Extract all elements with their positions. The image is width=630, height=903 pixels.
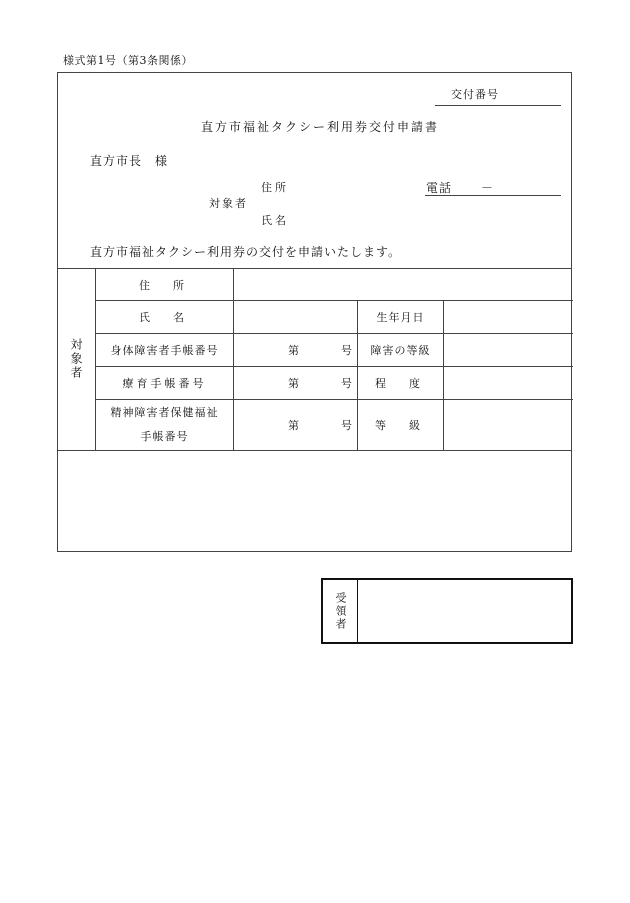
phone-separator: － [481,181,494,195]
mental-book-label-line1: 精神障害者保健福祉 [110,406,219,419]
document-title: 直方市福祉タクシー利用券交付申請書 [201,120,440,134]
application-form [57,72,572,552]
phone-underline [425,195,561,196]
name-label: 氏名 [261,214,289,227]
application-statement: 直方市福祉タクシー利用券の交付を申請いたします。 [90,245,402,259]
applicant-label: 対象者 [209,197,248,210]
go-label: 号 [341,344,353,357]
name-row-label: 氏 名 [139,311,190,324]
form-label: 様式第1号（第3条関係） [63,54,193,67]
dai-label: 第 [288,344,300,357]
grade-label: 等 級 [375,419,426,432]
receiver-label: 受領者 [334,591,347,631]
disability-grade-label: 障害の等級 [370,344,431,357]
address-row-label: 住 所 [139,278,190,292]
receiver-divider [357,580,358,642]
phone-label: 電話 [426,181,453,195]
birthdate-label: 生年月日 [376,311,425,324]
mental-book-label [96,400,233,450]
table-bottom-line [58,450,571,451]
address-label: 住所 [261,181,289,194]
degree-label: 程 度 [375,377,426,390]
go-label: 号 [341,377,353,390]
dai-label: 第 [288,377,300,390]
addressee: 直方市長 様 [90,154,169,168]
label-column-divider [233,268,234,450]
receiver-box [321,578,573,644]
dai-label: 第 [288,419,300,432]
go-label: 号 [341,419,353,432]
issue-number-label: 交付番号 [451,88,499,101]
subject-side-label: 対象者 [69,338,83,380]
rehab-book-label: 療育手帳番号 [122,377,207,390]
physical-book-label: 身体障害者手帳番号 [110,344,219,357]
issue-number-line [435,105,561,106]
mental-book-label-line2: 手帳番号 [140,430,189,443]
value-column-divider [443,300,444,450]
